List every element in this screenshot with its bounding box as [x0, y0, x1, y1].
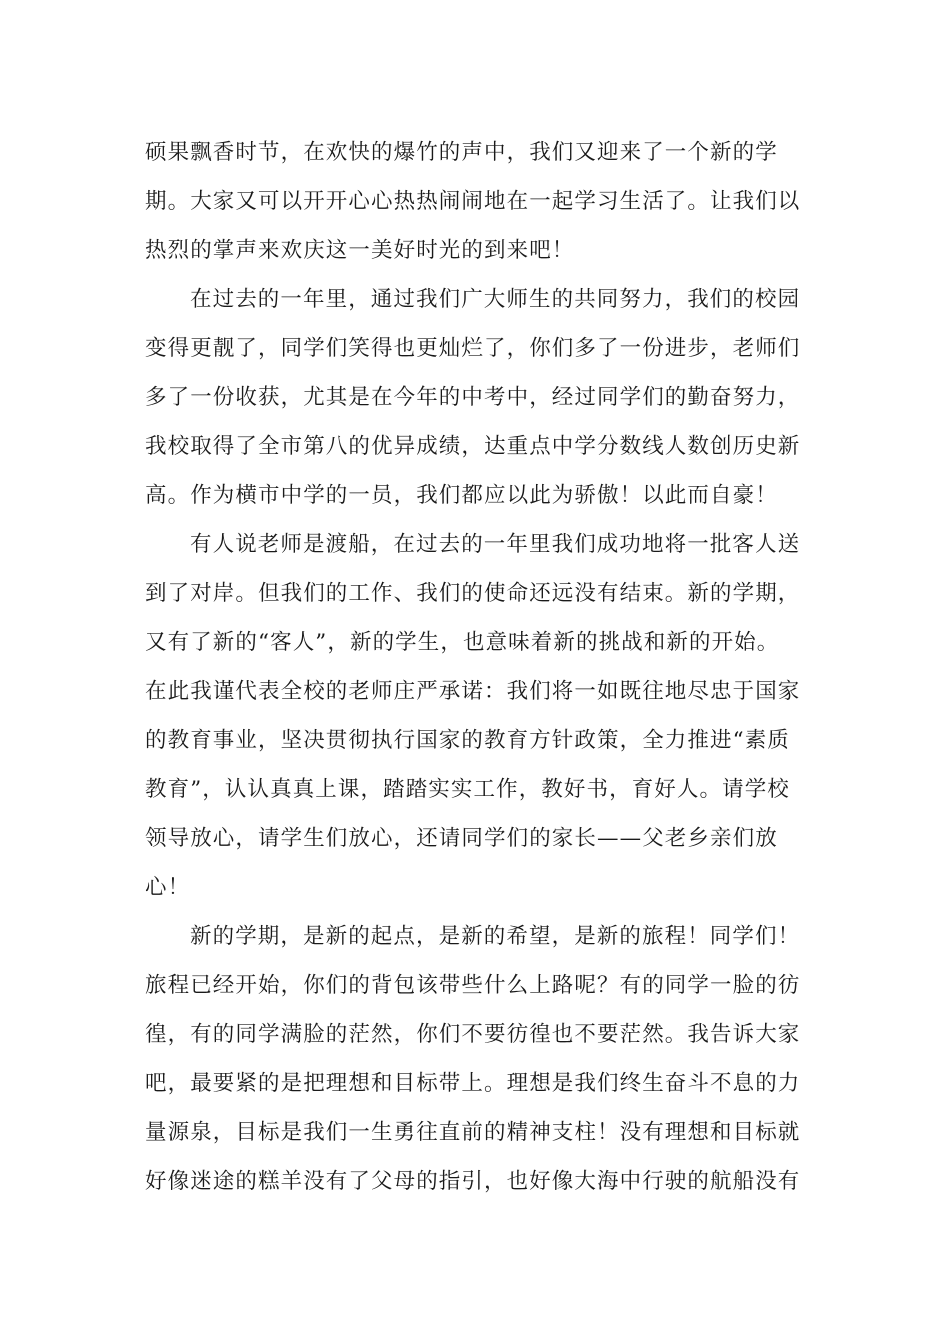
text-line: 期。大家又可以开开心心热热闹闹地在一起学习生活了。让我们以: [145, 189, 801, 214]
paragraph-3: [145, 520, 810, 912]
text-line: 徨，有的同学满脸的茫然，你们不要彷徨也不要茫然。我告诉大家: [145, 1022, 801, 1047]
text-line: 在过去的一年里，通过我们广大师生的共同努力，我们的校园: [190, 287, 801, 312]
text-line: 心！: [145, 875, 191, 900]
paragraph-1: [145, 128, 810, 275]
text-line: 热烈的掌声来欢庆这一美好时光的到来吧！: [145, 238, 575, 263]
text-line: 新的学期，是新的起点，是新的希望，是新的旅程！同学们！: [190, 924, 801, 949]
text-line: 我校取得了全市第八的优异成绩，达重点中学分数线人数创历史新: [145, 434, 801, 459]
text-line: 吧，最要紧的是把理想和目标带上。理想是我们终生奋斗不息的力: [145, 1071, 801, 1096]
text-line: 高。作为横市中学的一员，我们都应以此为骄傲！以此而自豪！: [145, 483, 778, 508]
text-line: 在此我谨代表全校的老师庄严承诺：我们将一如既往地尽忠于国家: [145, 679, 801, 704]
paragraph-4: [145, 912, 810, 1206]
document-body: [145, 128, 810, 1206]
text-line: 的教育事业，坚决贯彻执行国家的教育方针政策，全力推进“素质: [145, 728, 790, 753]
text-line: 好像迷途的糕羊没有了父母的指引，也好像大海中行驶的航船没有: [145, 1169, 801, 1194]
text-line: 有人说老师是渡船，在过去的一年里我们成功地将一批客人送: [190, 532, 801, 557]
paragraph-2: [145, 275, 810, 520]
text-line: 教育”，认认真真上课，踏踏实实工作，教好书，育好人。请学校: [145, 777, 790, 802]
text-line: 领导放心，请学生们放心，还请同学们的家长——父老乡亲们放: [145, 826, 778, 851]
text-line: 量源泉，目标是我们一生勇往直前的精神支柱！没有理想和目标就: [145, 1120, 801, 1145]
text-line: 到了对岸。但我们的工作、我们的使命还远没有结束。新的学期，: [145, 581, 801, 606]
text-line: 又有了新的“客人”，新的学生，也意味着新的挑战和新的开始。: [145, 630, 780, 655]
text-line: 旅程已经开始，你们的背包该带些什么上路呢？有的同学一脸的彷: [145, 973, 801, 998]
text-line: 硕果飘香时节，在欢快的爆竹的声中，我们又迎来了一个新的学: [145, 140, 778, 165]
text-line: 多了一份收获，尤其是在今年的中考中，经过同学们的勤奋努力，: [145, 385, 801, 410]
text-line: 变得更靓了，同学们笑得也更灿烂了，你们多了一份进步，老师们: [145, 336, 801, 361]
